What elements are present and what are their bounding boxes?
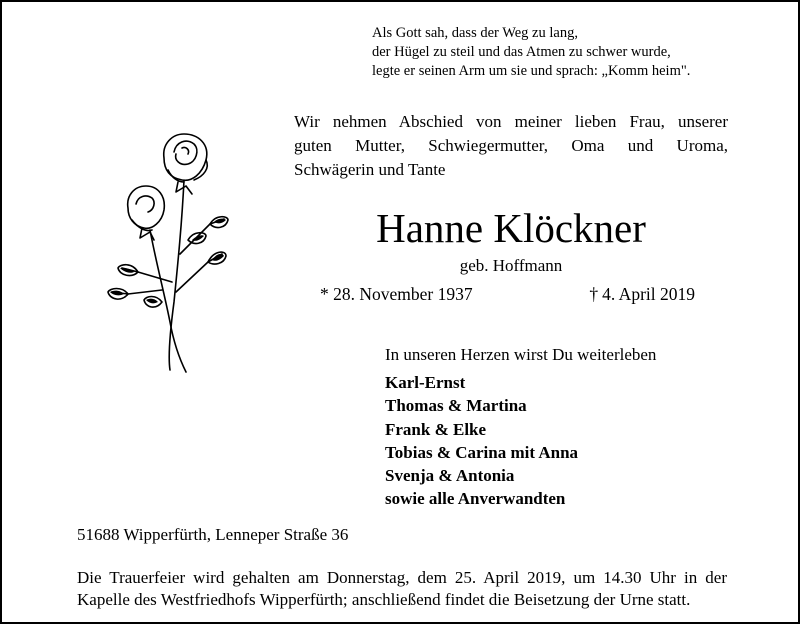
mourner-name: sowie alle Anverwandten <box>385 489 566 509</box>
address: 51688 Wipperfürth, Lenneper Straße 36 <box>77 525 349 544</box>
cross-icon: † <box>589 284 599 304</box>
funeral-service-info <box>77 567 727 611</box>
farewell-line: guten Mutter, Schwiegermutter, Oma und Uroma, <box>294 136 728 155</box>
farewell-line: Wir nehmen Abschied von meiner lieben Frau, unserer <box>294 112 728 131</box>
death-date-block <box>589 283 695 305</box>
rose-icon <box>102 122 232 377</box>
deceased-name: Hanne Klöckner <box>376 205 646 251</box>
mourner-name: Svenja & Antonia <box>385 466 515 486</box>
mourner-name: Thomas & Martina <box>385 396 527 416</box>
poem-line: legte er seinen Arm um sie und sprach: „Komm heim". <box>372 63 691 79</box>
death-date: 4. April 2019 <box>602 284 695 304</box>
mourners-list <box>385 371 578 511</box>
service-line: Kapelle des Westfriedhofs Wipperfürth; anschließend findet die Beisetzung der Urne statt. <box>77 590 691 609</box>
memorial-poem <box>372 24 782 81</box>
service-line: Die Trauerfeier wird gehalten am Donnerstag, dem 25. April 2019, um 14.30 Uhr in der <box>77 568 727 587</box>
mourner-name: Karl-Ernst <box>385 373 466 392</box>
maiden-name: geb. Hoffmann <box>459 256 563 275</box>
farewell-text <box>294 110 728 182</box>
farewell-line: Schwägerin und Tante <box>294 160 446 179</box>
mourner-name: Frank & Elke <box>385 419 487 439</box>
birth-date: * 28. November 1937 <box>320 284 473 304</box>
mourners-intro: In unseren Herzen wirst Du weiterleben <box>385 345 657 364</box>
poem-line: der Hügel zu steil und das Atmen zu schwer wurde, <box>372 44 671 60</box>
poem-line: Als Gott sah, dass der Weg zu lang, <box>372 25 578 41</box>
mourner-name: Tobias & Carina mit Anna <box>385 442 579 462</box>
